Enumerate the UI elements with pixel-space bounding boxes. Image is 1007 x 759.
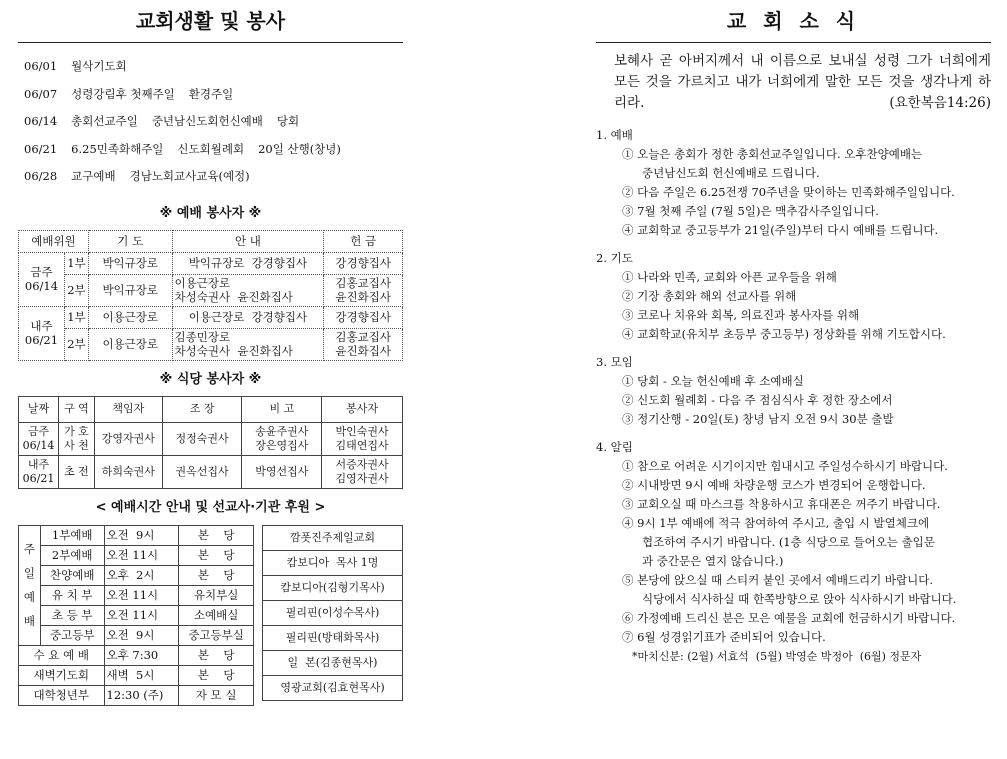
news-item: ① 당회 - 오늘 헌신예배 후 소예배실 [622,374,804,388]
service-name: 1부예배 [40,525,104,545]
news-item: ⑥ 가정예배 드리신 분은 모은 예물을 교회에 헌금하시기 바랍니다. [622,611,956,625]
schedule-date: 06/14 [24,114,58,129]
mission-item: 일 본(김종현목사) [263,650,403,675]
schedule-row [18,108,403,136]
cafeteria-volunteers-title: ※ 식당 봉사자 ※ [159,371,262,387]
table-row [19,252,403,274]
prayer-cell: 이용근장로 [88,328,172,360]
worship-volunteers-title: ※ 예배 봉사자 ※ [159,205,262,221]
prayer-cell: 박익규장로 [88,252,172,274]
church-life-title: 교회생활 및 봉사 [18,0,403,43]
offering-cell: 김홍교집사 윤진화집사 [324,328,403,360]
table-header: 구 역 [58,396,94,422]
mission-row [263,650,403,675]
service-place: 본 당 [179,565,254,585]
service-name: 찬양예배 [40,565,104,585]
date-cell: 금주 06/14 [19,422,59,455]
prayer-cell: 박익규장로 [88,274,172,306]
service-place: 본 당 [179,545,254,565]
schedule-item: 성령강림후 첫째주일 [71,86,175,101]
service-time: 오전 9시 [104,625,179,645]
schedule-row [18,163,403,191]
section-title: 2. 기도 [596,251,633,265]
service-place: 본 당 [179,665,254,685]
service-name: 수 요 예 배 [19,645,105,665]
news-item: ④ 9시 1부 예배에 적극 참여하여 주시고, 출입 시 발열체크에 [622,516,930,530]
section-title: 4. 알림 [596,440,633,454]
news-item: ③ 정기산행 - 20일(토) 창녕 남지 오전 9시 30분 출발 [622,412,894,426]
table-row [19,545,254,565]
schedule-item: 중년남신도회헌신예배 [151,114,263,129]
news-item: ② 시내방면 9시 예배 차량운행 코스가 변경되어 운행합니다. [622,478,926,492]
table-header-row [19,230,403,252]
news-item: ④ 교회학교 중고등부가 21일(주일)부터 다시 예배를 드립니다. [622,223,939,237]
service-name: 대학청년부 [19,685,105,705]
offering-cell: 강경향집사 [324,252,403,274]
bible-verse [596,51,991,114]
schedule-item: 환경주일 [188,86,234,101]
news-item-continued: 과 중간문은 열지 않습니다.) [642,554,784,568]
schedule-item: 신도회월례회 [177,141,245,156]
news-item: ⑤ 본당에 앉으실 때 스티커 붙인 곳에서 예배드리기 바랍니다. [622,573,934,587]
news-item: ④ 교회학교(유치부 초등부 중고등부) 정상화를 위해 기도합시다. [622,327,946,341]
section-announcements [596,438,991,666]
news-item: ① 오늘은 총회가 정한 총회선교주일입니다. 오후찬양예배는 [622,147,923,161]
schedule-date: 06/21 [24,141,58,156]
table-header: 비 고 [242,396,322,422]
service-place: 중고등부실 [179,625,254,645]
service-times-table [18,525,254,706]
volunteer-cell: 서증자권사 김영자권사 [322,455,403,488]
offering-cell: 강경향집사 [324,306,403,328]
schedule-item: 20일 산행(창녕) [258,141,341,156]
service-part: 2부 [64,328,88,360]
guide-cell: 이용근장로 차성숙권사 윤진화집사 [172,274,324,306]
section-prayer [596,249,991,344]
table-row [19,274,403,306]
service-part: 1부 [64,252,88,274]
news-item: ② 신도회 월례회 - 다음 주 점심식사 후 정한 장소에서 [622,393,893,407]
guide-cell: 박익규장로 강경향집사 [172,252,324,274]
mission-item: 캄보디아(김형기목사) [263,575,403,600]
table-row [19,665,254,685]
news-item: ③ 교회오실 때 마스크를 착용하시고 휴대폰은 꺼주기 바랍니다. [622,497,941,511]
service-place: 유치부실 [179,585,254,605]
service-place: 소예배실 [179,605,254,625]
service-name: 초 등 부 [40,605,104,625]
mission-row [263,525,403,550]
service-part: 1부 [64,306,88,328]
leader-cell: 하희숙권사 [94,455,162,488]
table-row [19,605,254,625]
footnote: *마치신분: (2월) 서효석 (5월) 박영순 박정아 (6월) 정문자 [632,650,922,663]
table-row [19,328,403,360]
service-times-title: < 예배시간 안내 및 선교사·기관 후원 > [95,499,326,515]
schedule-item: 월삭기도회 [71,59,127,73]
table-header: 안 내 [172,230,324,252]
service-time: 오전 11시 [104,585,179,605]
news-item: ① 나라와 민족, 교회와 아픈 교우들을 위해 [622,270,837,284]
news-item-continued: 중년남신도회 헌신예배로 드립니다. [642,166,820,180]
table-header: 봉사자 [322,396,403,422]
date-cell: 내주 06/21 [19,455,59,488]
week-label: 내주 06/21 [19,306,65,360]
service-place: 본 당 [179,525,254,545]
schedule-row [18,136,403,164]
week-label: 금주 06/14 [19,252,65,306]
service-place: 자 모 실 [179,685,254,705]
news-item: ③ 7월 첫째 주일 (7월 5일)은 맥추감사주일입니다. [622,204,879,218]
schedule-item: 당회 [276,114,300,129]
mission-item: 깜폿진주제일교회 [263,525,403,550]
mission-row [263,575,403,600]
table-header-row [19,396,403,422]
prayer-cell: 이용근장로 [88,306,172,328]
mission-item: 영광교회(김효현목사) [263,675,403,700]
chief-cell: 권옥선집사 [162,455,242,488]
service-time: 12:30 (주) [104,685,179,705]
table-header: 날짜 [19,396,59,422]
guide-cell: 김종민장로 차성숙권사 윤진화집사 [172,328,324,360]
mission-row [263,550,403,575]
table-row [19,565,254,585]
mission-support-table [262,525,403,701]
table-row [19,685,254,705]
news-item: ③ 코로나 치유와 회복, 의료진과 봉사자를 위해 [622,308,860,322]
table-header: 헌 금 [324,230,403,252]
schedule-list [18,53,403,191]
news-item: ① 참으로 어려운 시기이지만 힘내시고 주일성수하시기 바랍니다. [622,459,948,473]
verse-reference: (요한복음14:26) [889,95,991,111]
cafeteria-volunteers-table [18,396,403,489]
table-header: 책임자 [94,396,162,422]
right-column [596,0,991,666]
service-name: 새벽기도회 [19,665,105,685]
verse-text: 보혜사 곧 아버지께서 내 이름으로 보내실 성령 그가 너희에게 모든 것을 가르치고 내가 너희에게 말한 모든 것을 생각나게 하리라. [614,53,991,111]
service-place: 본 당 [179,645,254,665]
news-item: ⑦ 6월 성경읽기표가 준비되어 있습니다. [622,630,826,644]
section-title: 3. 모임 [596,355,633,369]
table-row [19,625,254,645]
table-row [19,525,254,545]
note-cell: 송윤주권사 장은영집사 [242,422,322,455]
table-header: 기 도 [88,230,172,252]
table-header: 예배위원 [19,230,89,252]
table-row [19,585,254,605]
schedule-item: 경남노회교사교육(예정) [129,169,250,184]
table-row [19,422,403,455]
table-row [19,306,403,328]
leader-cell: 강영자권사 [94,422,162,455]
schedule-date: 06/28 [24,169,58,184]
service-name: 유 치 부 [40,585,104,605]
area-cell: 초 전 [58,455,94,488]
service-name: 중고등부 [40,625,104,645]
news-item-continued: 협조하여 주시기 바랍니다. (1층 식당으로 들어오는 출입문 [642,535,935,549]
guide-cell: 이용근장로 강경향집사 [172,306,324,328]
section-title: 1. 예배 [596,128,633,142]
schedule-date: 06/07 [24,86,58,101]
table-header: 조 장 [162,396,242,422]
mission-item: 필리핀(방태화목사) [263,625,403,650]
sunday-service-label: 주 일 예 배 [19,525,41,645]
section-meetings [596,353,991,429]
schedule-date: 06/01 [24,59,58,73]
worship-volunteers-table [18,230,403,361]
schedule-row [18,53,403,81]
service-time: 오전 11시 [104,605,179,625]
offering-cell: 김홍교집사 윤진화집사 [324,274,403,306]
church-news-title: 교 회 소 식 [596,0,991,43]
mission-item: 필리핀(이성수목사) [263,600,403,625]
note-cell: 박영선집사 [242,455,322,488]
mission-item: 캄보디아 목사 1명 [263,550,403,575]
mission-row [263,600,403,625]
table-row [19,455,403,488]
service-name: 2부예배 [40,545,104,565]
service-time: 오후 7:30 [104,645,179,665]
schedule-row [18,81,403,109]
service-time: 오전 11시 [104,545,179,565]
news-item: ② 다음 주일은 6.25전쟁 70주년을 맞이하는 민족화해주일입니다. [622,185,955,199]
news-item-continued: 식당에서 식사하실 때 한쪽방향으로 앉아 식사하시기 바랍니다. [642,592,957,606]
service-time: 오후 2시 [104,565,179,585]
schedule-item: 교구예배 [71,169,116,184]
service-time: 새벽 5시 [104,665,179,685]
news-item: ② 기장 총회와 해외 선교사를 위해 [622,289,797,303]
service-time: 오전 9시 [104,525,179,545]
mission-row [263,625,403,650]
mission-row [263,675,403,700]
schedule-item: 6.25민족화해주일 [71,141,164,156]
schedule-item: 총회선교주일 [71,114,138,129]
service-part: 2부 [64,274,88,306]
table-row [19,645,254,665]
area-cell: 가 호 사 천 [58,422,94,455]
left-column [18,0,403,715]
section-worship [596,126,991,240]
chief-cell: 정정숙권사 [162,422,242,455]
service-section [18,525,403,715]
volunteer-cell: 박인숙권사 김태연집사 [322,422,403,455]
